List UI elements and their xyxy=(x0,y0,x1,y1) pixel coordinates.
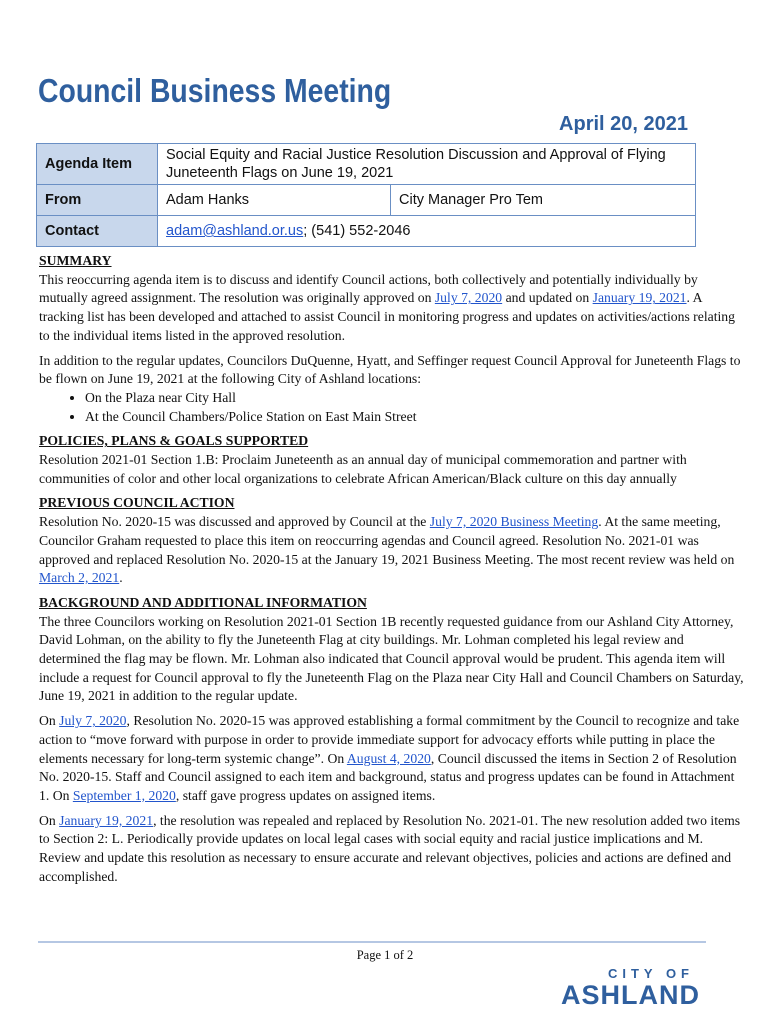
policies-paragraph: Resolution 2021-01 Section 1.B: Proclaim Juneteenth as an annual day of municipal commemoration and partner with communities of color and other local organizations to celebrate African American/Black culture on this day annually xyxy=(39,452,687,486)
contact-email-link[interactable]: adam@ashland.or.us xyxy=(166,223,304,239)
link-january-19-2021[interactable]: January 19, 2021 xyxy=(592,290,687,306)
previous-text-c: . xyxy=(119,570,123,586)
background-text-2c: , Council discussed the items in Section 2 of Resolution No. 2020-15. Staff and Council assigned to each item and background, status and progress updates can be found in Attachment 1. On xyxy=(39,750,737,803)
background-text-2d: , staff gave progress updates on assigned items. xyxy=(175,787,436,803)
from-title: City Manager Pro Tem xyxy=(391,185,696,216)
background-paragraph-3 xyxy=(39,812,747,887)
city-of-ashland-logo xyxy=(561,966,700,1009)
policies-heading: POLICIES, PLANS & GOALS SUPPORTED xyxy=(39,433,309,449)
from-label: From xyxy=(37,185,158,216)
background-text-2b: , Resolution No. 2020-15 was approved establishing a formal commitment by the Council to recognize and take action to “move forward with purpose in order to provide immediate support for advocacy efforts while putting in place the elements necessary for long-term systemic change”. On xyxy=(39,713,740,766)
previous-text-a: Resolution No. 2020-15 was discussed and approved by Council at the xyxy=(39,514,430,530)
flag-locations-list xyxy=(39,389,747,426)
logo-ashland: ASHLAND xyxy=(561,980,700,1010)
summary-text-1a: This reoccurring agenda item is to discuss and identify Council actions, both collectively and potentially individually by mutually agreed assignment. The resolution was originally approved on xyxy=(39,271,698,306)
agenda-item-value xyxy=(158,144,696,185)
footer-divider xyxy=(38,941,706,943)
link-september-1-2020[interactable]: September 1, 2020 xyxy=(72,787,176,803)
contact-phone: ; (541) 552-2046 xyxy=(303,223,411,239)
list-item: • On the Plaza near City Hall xyxy=(85,389,747,408)
agenda-item-row xyxy=(37,144,696,185)
previous-text-b: . At the same meeting, Councilor Graham requested to place this item on reoccurring agendas and Council agreed. Resolution No. 2021-01 was approved and replaced Resolution No. 2020-15 at the January 19, 2021 Business Meeting. The most recent review was held on xyxy=(39,514,735,567)
contact-value xyxy=(158,216,696,247)
from-row xyxy=(37,185,696,216)
background-paragraph-2 xyxy=(39,712,747,806)
contact-row xyxy=(37,216,696,247)
summary-paragraph-1 xyxy=(39,271,747,346)
link-august-4-2020[interactable]: August 4, 2020 xyxy=(346,750,431,766)
document-body xyxy=(39,252,747,893)
agenda-item-line2: Juneteenth Flags on June 19, 2021 xyxy=(166,165,394,181)
contact-label: Contact xyxy=(37,216,158,247)
link-july-7-2020-business-meeting[interactable]: July 7, 2020 Business Meeting xyxy=(429,514,599,530)
list-item: • At the Council Chambers/Police Station on East Main Street xyxy=(85,408,747,427)
summary-text-1b: and updated on xyxy=(502,290,593,306)
agenda-info-table xyxy=(36,143,696,247)
page-number: Page 1 of 2 xyxy=(356,948,414,962)
background-text-3a: On xyxy=(39,812,60,828)
summary-text-1c: . A tracking list has been developed and attached to assist Council in monitoring progress and updates on activities/actions relating to the individual items listed in the approved resolution. xyxy=(39,290,735,343)
background-text-2a: On xyxy=(39,713,60,729)
agenda-item-line1: Social Equity and Racial Justice Resolution Discussion and Approval of Flying xyxy=(166,147,666,163)
agenda-item-label: Agenda Item xyxy=(37,144,158,185)
link-january-19-2021-b[interactable]: January 19, 2021 xyxy=(59,812,154,828)
link-july-7-2020-b[interactable]: July 7, 2020 xyxy=(59,713,127,729)
background-paragraph-1: The three Councilors working on Resolution 2021-01 Section 1B recently requested guidance from our Ashland City Attorney, David Lohman, on the ability to fly the Juneteenth Flag at city buildings. Mr. Lohman completed his legal review and determined the flag may be flown. Mr. Lohman also indicated that Council approval would be prudent. This agenda item will include a request for Council approval to fly the Juneteenth Flag on the Plaza near City Hall and Council Chambers on Saturday, June 19, 2021 in addition to the regular update. xyxy=(39,613,744,704)
background-text-3b: , the resolution was repealed and replaced by Resolution No. 2021-01. The new resolution added two items to Section 2: L. Periodically provide updates on local legal cases with social equity and racial justice implications and M. Review and update this resolution as necessary to ensure accurate and relevant objectives, policies and actions are defined and accomplished. xyxy=(39,812,741,884)
link-march-2-2021[interactable]: March 2, 2021 xyxy=(39,570,120,586)
summary-heading: SUMMARY xyxy=(39,253,112,268)
previous-action-heading: PREVIOUS COUNCIL ACTION xyxy=(39,495,235,511)
logo-city-of: CITY OF xyxy=(607,966,694,981)
background-heading: BACKGROUND AND ADDITIONAL INFORMATION xyxy=(39,594,367,610)
meeting-date: April 20, 2021 xyxy=(559,113,688,135)
summary-paragraph-2: In addition to the regular updates, Councilors DuQuenne, Hyatt, and Seffinger request Council Approval for Juneteenth Flags to be flown on June 19, 2021 at the following City of Ashland locations: xyxy=(39,352,741,387)
previous-action-paragraph xyxy=(39,513,747,588)
link-july-7-2020[interactable]: July 7, 2020 xyxy=(434,290,503,306)
page-title: Council Business Meeting xyxy=(38,72,392,109)
from-name: Adam Hanks xyxy=(158,185,391,216)
